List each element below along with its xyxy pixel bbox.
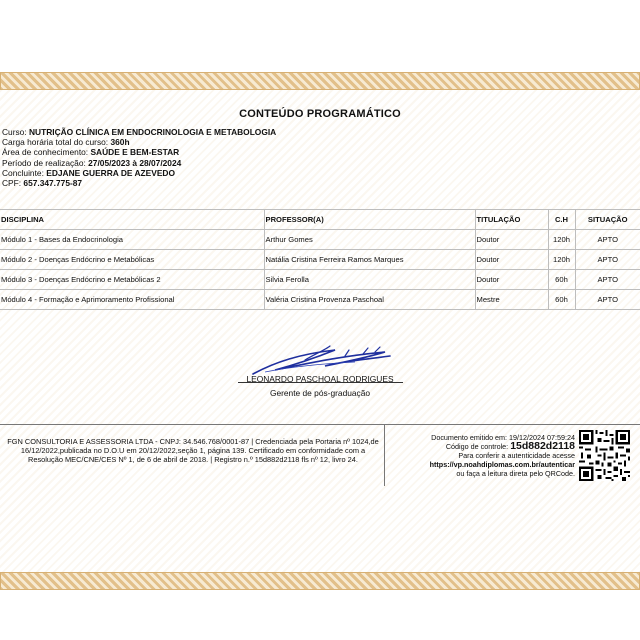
disciplines-table [0,209,640,310]
table-header-row [0,210,640,230]
label: Concluinte: [2,167,44,178]
signatory-role: Gerente de pós-graduação [269,388,371,398]
table-row [0,290,640,310]
cell-disciplina: Módulo 4 - Formação e Aprimoramento Profissional [0,290,264,310]
cell-disciplina: Módulo 2 - Doenças Endócrino e Metabólicas [0,250,264,270]
cell-professor: Arthur Gomes [264,230,475,250]
label: CPF: [2,178,22,189]
value: NUTRIÇÃO CLÍNICA EM ENDOCRINOLOGIA E METABOLOGIA [29,127,277,137]
info-curso [2,127,276,137]
cell-titulacao: Mestre [475,290,548,310]
cell-ch: 120h [548,230,575,250]
cell-ch: 120h [548,250,575,270]
header-situacao: SITUAÇÃO [575,210,640,230]
info-cpf [2,178,276,188]
table-row [0,270,640,290]
cell-titulacao: Doutor [475,270,548,290]
decorative-border-top [0,72,640,90]
cell-ch: 60h [548,270,575,290]
decorative-border-bottom [0,572,640,590]
table-row [0,230,640,250]
footer-divider-vertical [384,424,385,486]
cell-situacao: APTO [575,230,640,250]
value: 657.347.775-87 [23,178,83,189]
table-row [0,250,640,270]
header-titulacao: TITULAÇÃO [475,210,548,230]
qr-hint: ou faça a leitura direta pelo QRCode. [456,469,575,478]
cell-situacao: APTO [575,250,640,270]
label: Período de realização: [2,157,86,168]
authentication-info [386,433,575,478]
cell-professor: Valéria Cristina Provenza Paschoal [264,290,475,310]
emission-date: Documento emitido em: 19/12/2024 07:59:24 [431,433,575,442]
control-code-line [386,442,575,451]
cell-situacao: APTO [575,270,640,290]
verify-link[interactable]: https://vp.noahdiplomas.com.br/autenticar [429,460,575,469]
cell-professor: Natália Cristina Ferreira Ramos Marques [264,250,475,270]
header-ch: C.H [548,210,575,230]
value: 360h [110,137,130,148]
footer-divider-top [0,424,640,425]
qr-code-icon [579,430,630,481]
value: SAÚDE E BEM-ESTAR [90,147,180,158]
info-area [2,147,276,157]
info-periodo [2,158,276,168]
cell-ch: 60h [548,290,575,310]
info-concluinte [2,168,276,178]
value: EDJANE GUERRA DE AZEVEDO [46,167,175,178]
label: Curso: [2,127,27,137]
control-code: 15d882d2118 [510,440,575,452]
header-professor: PROFESSOR(A) [264,210,475,230]
cell-professor: Silvia Ferolla [264,270,475,290]
cell-titulacao: Doutor [475,250,548,270]
label: Área de conhecimento: [2,147,89,158]
cell-situacao: APTO [575,290,640,310]
cell-titulacao: Doutor [475,230,548,250]
value: 27/05/2023 à 28/07/2024 [88,157,182,168]
label: Carga horária total do curso: [2,137,109,148]
institution-info: FGN CONSULTORIA E ASSESSORIA LTDA - CNPJ: 34.546.768/0001-87 | Credenciada pela Portaria nº 1024,de 16/12/2022,publicada no D.O.U em 20/12/2022,seção 1, página 139. Certificado em conformidade com a Resolução MEC/CNE/CES Nº 1, de 6 de abril de 2018. | Registro n.º 15d882d2118 fls nº 12, livro 24. [7,437,379,464]
signatory-name: LEONARDO PASCHOAL RODRIGUES [246,374,394,384]
verify-text: Para conferir a autenticidade acesse [458,451,575,460]
control-code-label: Código de controle: [445,442,509,451]
info-carga [2,137,276,147]
page-title: CONTEÚDO PROGRAMÁTICO [239,108,401,120]
cell-disciplina: Módulo 1 - Bases da Endocrinologia [0,230,264,250]
signature-line [238,382,403,383]
cell-disciplina: Módulo 3 - Doenças Endócrino e Metabólicas 2 [0,270,264,290]
course-info [2,127,276,188]
header-disciplina: DISCIPLINA [0,210,264,230]
